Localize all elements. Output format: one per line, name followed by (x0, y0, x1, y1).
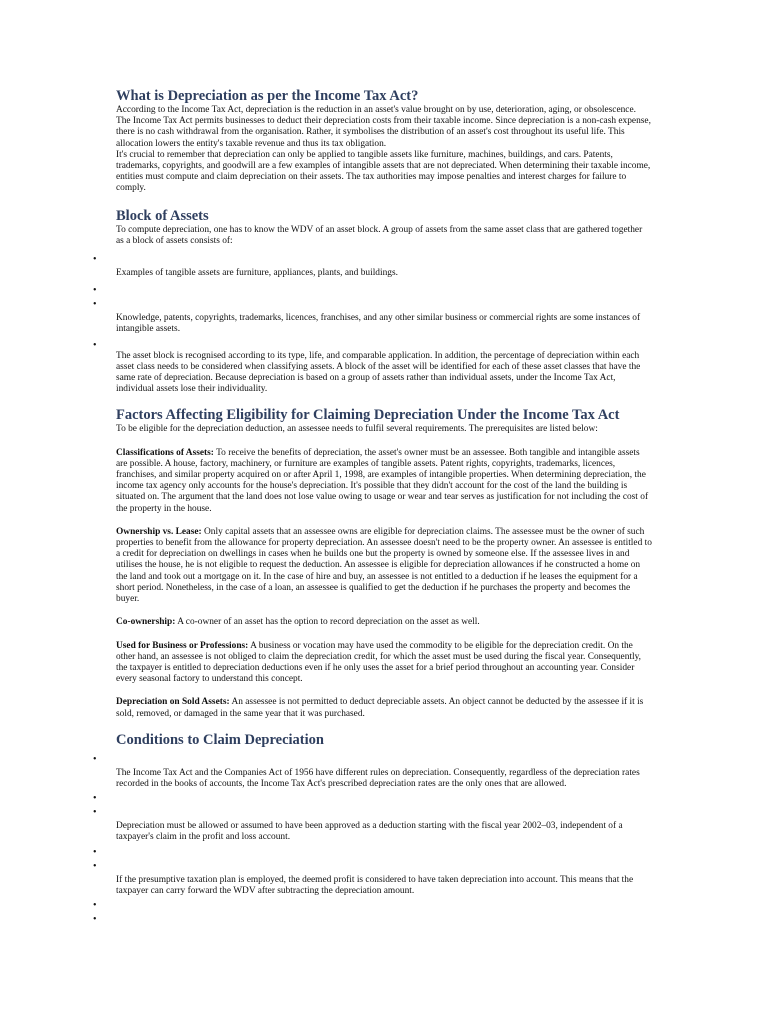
heading-factors-eligibility: Factors Affecting Eligibility for Claiming Depreciation Under the Income Tax Act (116, 407, 620, 424)
list-item-text: The asset block is recognised according to its type, life, and comparable application. In addition, the percentage of depreciation within each asset class needs to be considered when classifying assets. A block of the asset will be identified for each of these asset classes that have the same rate of depreciation. Because depreciation is based on a group of assets rather than individual assets, under the Income Tax Act, individual assets lose their individuality. (116, 350, 641, 395)
bullet-icon: • (93, 807, 97, 819)
text-coownership: A co-owner of an asset has the option to record depreciation on the asset as well. (175, 617, 480, 628)
list-item-text: Knowledge, patents, copyrights, trademarks, licences, franchises, and any other similar business or commercial rights are some instances of intangible assets. (116, 313, 641, 335)
list-bullet (93, 807, 652, 821)
list-bullet (93, 846, 652, 861)
text-business-use: A business or vocation may have used the commodity to be eligible for the depreciation credit. On the other hand, an assessee is not obliged to claim the depreciation credit, for which the asset must be used during the fiscal year. Consequently, the taxpayer is entitled to depreciation deductions even if he only uses the asset for a brief period throughout an accounting year. Consider every seasonal factory to understand this concept. (116, 640, 642, 685)
list-bullet (93, 860, 652, 875)
list-bullet (93, 299, 652, 313)
bullet-icon: • (93, 299, 97, 311)
list-item-text: The Income Tax Act and the Companies Act of 1956 have different rules on depreciation. Consequently, regardless of the depreciation rates recorded in the books of accounts, the Income Tax Act's prescribed depreciation rates are the only ones that are allowed. (116, 767, 640, 789)
list-item-text: If the presumptive taxation plan is employed, the deemed profit is considered to have taken depreciation into account. This means that the taxpayer can carry forward the WDV after subtracting the depreciation amount. (116, 874, 634, 896)
label-sold-assets: Depreciation on Sold Assets: (116, 697, 230, 708)
bullet-icon: • (93, 913, 97, 925)
bullet-icon: • (93, 899, 97, 911)
bullet-icon: • (93, 860, 97, 872)
bullet-icon: • (93, 339, 97, 351)
list-bullet (93, 285, 652, 299)
list-bullet (93, 793, 652, 807)
list-item-text: Examples of tangible assets are furniture, appliances, plants, and buildings. (116, 268, 398, 279)
heading-conditions: Conditions to Claim Depreciation (116, 731, 324, 748)
list-bullet (93, 899, 652, 914)
text-sold-assets: An assessee is not permitted to deduct depreciable assets. An object cannot be deducted by the assessee if it is sold, removed, or damaged in the same year that it was purchased. (116, 697, 644, 719)
label-coownership: Co-ownership: (116, 617, 176, 628)
paragraph-classifications (116, 448, 652, 515)
bullet-icon: • (93, 285, 97, 297)
text-classifications: To receive the benefits of depreciation, the asset's owner must be an assessee. Both tangible and intangible assets are possible. A house, factory, machinery, or furniture are examples of tangible assets. Patent rights, copyrights, trademarks, licences, franchises, and similar property acquired on or after April 1, 1998, are examples of intangible properties. When determining depreciation, the income tax agency only accounts for the house's depreciation. It's possible that they didn't account for the cost of the land the building is situated on. The argument that the land does not lose value owing to usage or wear and tear serves as justification for not including the cost of the property in the house. (116, 447, 649, 514)
heading-block-of-assets: Block of Assets (116, 207, 209, 224)
list-bullet (93, 339, 652, 354)
paragraph-what-2: It's crucial to remember that depreciation can only be applied to tangible assets like furniture, machines, buildings, and cars. Patents, trademarks, copyrights, and goodwill are a few examples of intangible assets that are not depreciated. When determining their taxable income, entities must compute and claim depreciation on their assets. The tax authorities may impose penalties and interest charges for failure to comply. (116, 149, 651, 194)
list-item-text: Depreciation must be allowed or assumed to have been approved as a deduction starting with the fiscal year 2002–03, independent of a taxpayer's claim in the profit and loss account. (116, 821, 623, 843)
paragraph-block-intro: To compute depreciation, one has to know the WDV of an asset block. A group of assets from the same asset class that are gathered together as a block of assets consists of: (116, 224, 643, 246)
paragraph-coownership (116, 617, 652, 628)
document-body (93, 88, 652, 928)
list-bullet (93, 254, 652, 268)
bullet-icon: • (93, 254, 97, 266)
label-ownership: Ownership vs. Lease: (116, 526, 202, 537)
bullet-icon: • (93, 846, 97, 858)
label-classifications: Classifications of Assets: (116, 447, 214, 458)
text-ownership: Only capital assets that an assessee owns are eligible for depreciation claims. The assessee must be the owner of such properties to benefit from the allowance for property depreciation. An assessee doesn't need to be the property owner. An assessee is entitled to a credit for depreciation on dwellings in cases when he builds one but the property is owned by someone else. If the assessee lives in and utilises the house, he is not eligible to request the deduction. An assessee is eligible for depreciation allowances if he constructed a home on the land and took out a mortgage on it. In the case of hire and buy, an assessee is not entitled to a deduction if he leases the equipment for a short period. Nonetheless, in the case of a loan, an assessee is qualified to get the deduction if he purchases the property and becomes the buyer. (116, 526, 652, 605)
paragraph-what-1: According to the Income Tax Act, depreciation is the reduction in an asset's value brought on by use, deterioration, aging, or obsolescence. The Income Tax Act permits businesses to deduct their depreciation costs from their taxable income. Since depreciation is a non-cash expense, there is no cash withdrawal from the organisation. Rather, it symbolises the distribution of an asset's cost throughout its useful life. This allocation lowers the entity's taxable revenue and thus its tax obligation. (116, 105, 651, 149)
list-bullet (93, 753, 652, 768)
label-business-use: Used for Business or Professions: (116, 640, 249, 651)
paragraph-sold-assets (116, 697, 652, 719)
heading-what-is-depreciation: What is Depreciation as per the Income Tax Act? (116, 88, 419, 104)
bullet-icon: • (93, 793, 97, 805)
paragraph-business-use (116, 641, 652, 686)
bullet-icon: • (93, 753, 97, 765)
list-bullet (93, 913, 652, 928)
paragraph-ownership (116, 527, 652, 605)
paragraph-factors-intro: To be eligible for the depreciation deduction, an assessee needs to fulfil several requirements. The prerequisites are listed below: (116, 424, 598, 435)
